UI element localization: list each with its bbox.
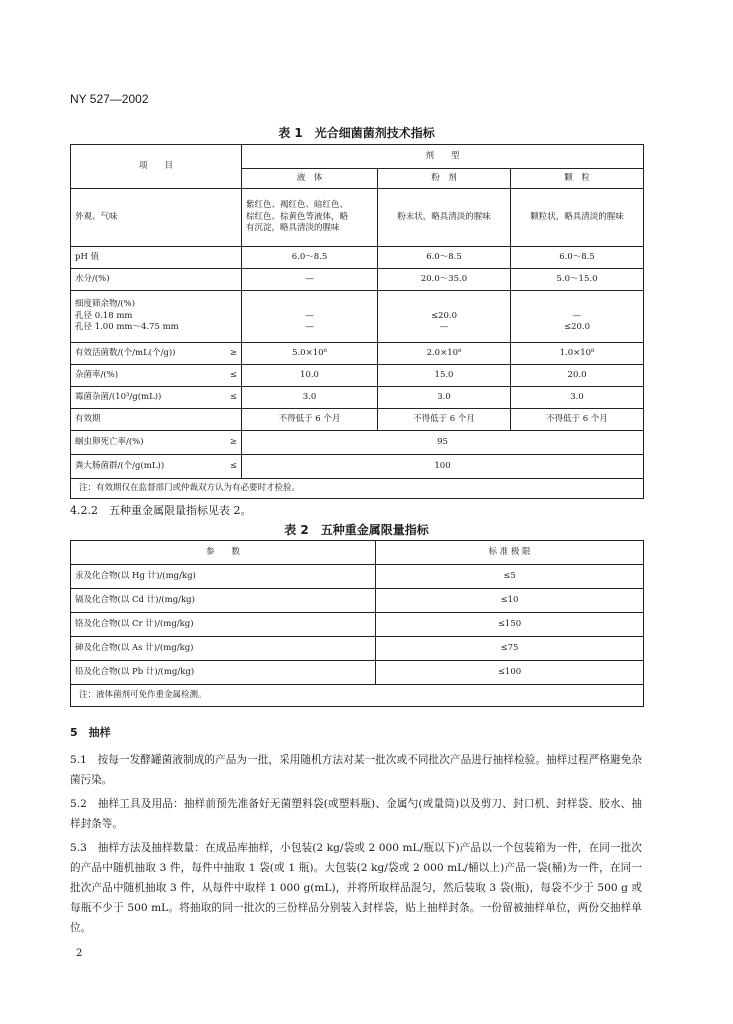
cell-liquid: 3.0 <box>242 387 378 409</box>
table-note-row <box>71 685 644 707</box>
cell-liquid: 紫红色、褐红色、暗红色、 棕红色、棕黄色等液体，略 有沉淀，略具清淡的腥味 <box>242 189 378 247</box>
table-row <box>71 589 644 613</box>
cell-granule: 不得低于 6 个月 <box>511 409 644 431</box>
limit-cell: ≤5 <box>376 565 644 589</box>
param-cell: 砷及化合物(以 As 计)/(mg/kg) <box>71 637 376 661</box>
cell-liquid: 6.0～8.5 <box>242 247 378 269</box>
cell-granule: 5.0～15.0 <box>511 269 644 291</box>
cell-powder: 20.0～35.0 <box>378 269 511 291</box>
page-number: 2 <box>76 948 83 959</box>
table-row <box>71 661 644 685</box>
cell-liquid: 5.0×10⁸ <box>242 343 378 365</box>
table-row <box>71 247 644 269</box>
form-granule: 颗 粒 <box>511 169 644 189</box>
cell-granule: 20.0 <box>511 365 644 387</box>
cell-granule: 3.0 <box>511 387 644 409</box>
cell-granule: 颗粒状，略具清淡的腥味 <box>511 189 644 247</box>
table1-note: 注：有效期仅在监督部门或仲裁双方认为有必要时才检验。 <box>71 479 644 499</box>
param-cell: 汞及化合物(以 Hg 计)/(mg/kg) <box>71 565 376 589</box>
form-powder: 粉 剂 <box>378 169 511 189</box>
table-row <box>71 565 644 589</box>
table-row <box>71 613 644 637</box>
cell-liquid: — <box>242 269 378 291</box>
cell-powder: 3.0 <box>378 387 511 409</box>
table-row <box>71 409 644 431</box>
row-label: 有效活菌数/(个/mL(个/g)) ≥ <box>71 343 242 365</box>
param-cell: 铅及化合物(以 Pb 计)/(mg/kg) <box>71 661 376 685</box>
cell-powder: 15.0 <box>378 365 511 387</box>
row-label: 有效期 <box>71 409 242 431</box>
table-row <box>71 637 644 661</box>
table1-technical-specs <box>70 144 644 499</box>
row-label: 杂菌率/(%) ≤ <box>71 365 242 387</box>
cell-powder: 不得低于 6 个月 <box>378 409 511 431</box>
table-row <box>71 189 644 247</box>
cell-liquid: — — <box>242 291 378 343</box>
cell-powder: 6.0～8.5 <box>378 247 511 269</box>
row-label: 水分/(%) <box>71 269 242 291</box>
cell-powder: ≤20.0 — <box>378 291 511 343</box>
cell-merged: 100 <box>242 455 644 479</box>
head-limit: 标 准 极 限 <box>376 541 644 565</box>
table-note-row <box>71 479 644 499</box>
head-form: 剂 型 <box>242 145 644 169</box>
cell-granule: 1.0×10⁸ <box>511 343 644 365</box>
row-label-fineness: 细度筛余物/(%) 孔径 0.18 mm 孔径 1.00 mm～4.75 mm <box>71 291 242 343</box>
section-5-heading: 5 抽样 <box>70 726 111 739</box>
head-param: 参 数 <box>71 541 376 565</box>
head-item: 项 目 <box>71 145 242 189</box>
param-cell: 镉及化合物(以 Cd 计)/(mg/kg) <box>71 589 376 613</box>
param-cell: 铬及化合物(以 Cr 计)/(mg/kg) <box>71 613 376 637</box>
cell-granule: — ≤20.0 <box>511 291 644 343</box>
row-label: 外观、气味 <box>71 189 242 247</box>
table-row <box>71 365 644 387</box>
row-label: 粪大肠菌群/(个/g(mL)) ≤ <box>71 455 242 479</box>
row-label: pH 值 <box>71 247 242 269</box>
limit-cell: ≤150 <box>376 613 644 637</box>
cell-liquid: 10.0 <box>242 365 378 387</box>
table-row <box>71 269 644 291</box>
cell-granule: 6.0～8.5 <box>511 247 644 269</box>
row-label: 蛔虫卵死亡率/(%) ≥ <box>71 431 242 455</box>
table1-caption: 表 1 光合细菌菌剂技术指标 <box>278 126 435 140</box>
table-row <box>71 455 644 479</box>
clause-5-1: 5.1 按每一发酵罐菌液制成的产品为一批，采用随机方法对某一批次或不同批次产品进行抽样检验。抽样过程严格避免杂菌污染。 <box>70 754 642 786</box>
limit-cell: ≤100 <box>376 661 644 685</box>
limit-cell: ≤10 <box>376 589 644 613</box>
clause-4-2-2: 4.2.2 五种重金属限量指标见表 2。 <box>70 504 252 517</box>
table2-caption: 表 2 五种重金属限量指标 <box>284 523 429 537</box>
form-liquid: 液 体 <box>242 169 378 189</box>
table2-note: 注：液体菌剂可免作重金属检测。 <box>71 685 644 707</box>
limit-cell: ≤75 <box>376 637 644 661</box>
table-row <box>71 387 644 409</box>
table-row <box>71 431 644 455</box>
cell-liquid: 不得低于 6 个月 <box>242 409 378 431</box>
table-row <box>71 343 644 365</box>
table-row <box>71 291 644 343</box>
cell-powder: 粉末状，略具清淡的腥味 <box>378 189 511 247</box>
clause-5-2: 5.2 抽样工具及用品：抽样前预先准备好无菌塑料袋(或塑料瓶)、金属勺(或量筒)以及剪刀、封口机、封样袋、胶水、抽样封条等。 <box>70 798 643 830</box>
clause-5-3: 5.3 抽样方法及抽样数量：在成品库抽样，小包装(2 kg/袋或 2 000 mL/瓶以下)产品以一个包装箱为一件，在同一批次的产品中随机抽取 3 件，每件中抽取 1 袋(或 1 瓶)。大包装(2 kg/袋或 2 000 mL/桶以上)产品一袋(桶)为一件，在同一批次产品中随机抽取 3 件，从每件中取样 1 000 g(mL)，并将所取样品混匀，然后装取 3 袋(瓶)，每袋不少于 500 g 或每瓶不少于 500 mL。将抽取的同一批次的三份样品分别装入封样袋，贴上抽样封条。一份留被抽样单位，两份交抽样单位。 <box>70 842 642 934</box>
cell-merged: 95 <box>242 431 644 455</box>
row-label: 霉菌杂菌/(10³/g(mL)) ≤ <box>71 387 242 409</box>
standard-code: NY 527—2002 <box>70 92 149 106</box>
cell-powder: 2.0×10⁸ <box>378 343 511 365</box>
table2-heavy-metals <box>70 540 644 707</box>
